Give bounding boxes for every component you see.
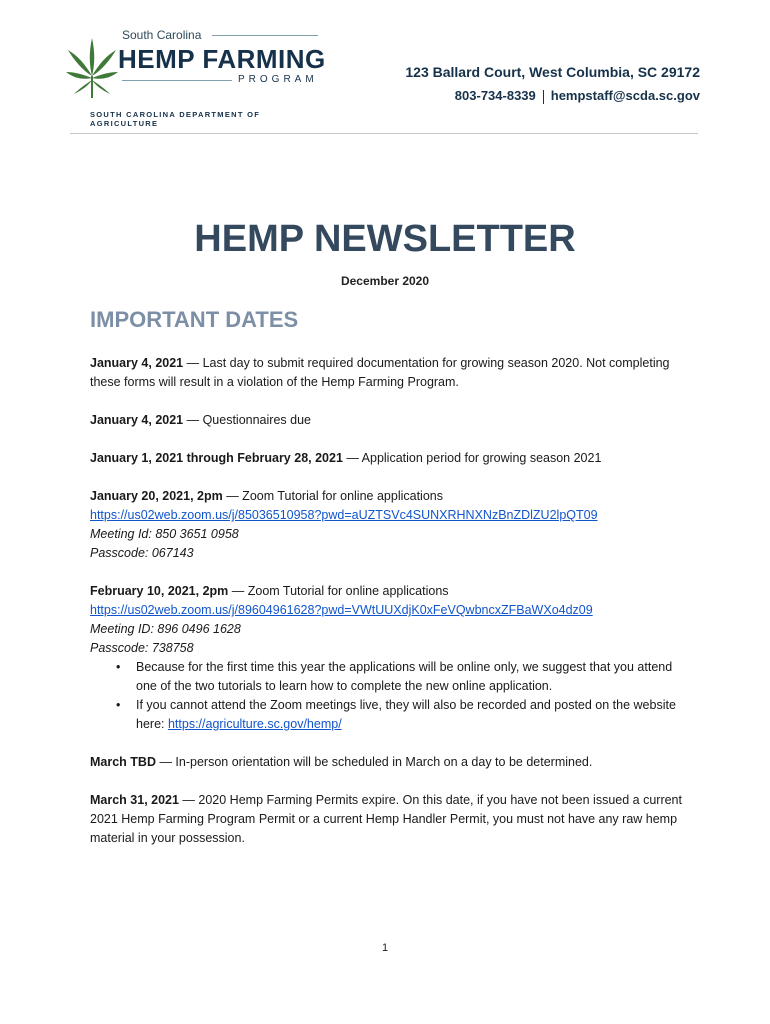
hemp-leaf-icon — [66, 32, 118, 98]
entry-text: — Zoom Tutorial for online applications — [228, 584, 449, 598]
bullet-glyph: • — [116, 698, 121, 712]
bullet-text: If you cannot attend the Zoom meetings live, they will also be recorded and posted on the website here: — [136, 698, 676, 731]
program-logo — [66, 26, 326, 128]
contact-address: 123 Ballard Court, West Columbia, SC 29172 — [405, 64, 700, 80]
header-rule — [70, 133, 698, 134]
date-entry-zoom — [90, 487, 690, 563]
brand-program-divider — [122, 80, 232, 81]
newsletter-title: HEMP NEWSLETTER — [194, 218, 576, 260]
bullet-glyph: • — [116, 660, 121, 674]
entry-text: — In-person orientation will be scheduled in March on a day to be determined. — [155, 755, 593, 769]
entry-text: — Last day to submit required documentation for growing season 2020. Not completing these forms will result in a violation of the Hemp Farming Program. — [90, 356, 670, 389]
zoom-link[interactable]: https://us02web.zoom.us/j/85036510958?pwd=aUZTSVc4SUNXRHNXNzBnZDlZU2lpQT09 — [90, 508, 598, 522]
entry-text: — Questionnaires due — [183, 413, 311, 427]
section-heading: IMPORTANT DATES — [90, 307, 299, 332]
bullet-item — [112, 658, 690, 696]
date-entry-zoom — [90, 582, 690, 734]
meeting-id: Meeting Id: 850 3651 0958 — [90, 527, 239, 541]
entry-date: February 10, 2021, 2pm — [90, 584, 229, 598]
entry-text: — Application period for growing season 2021 — [342, 451, 602, 465]
zoom-link[interactable]: https://us02web.zoom.us/j/89604961628?pwd=VWtUUXdjK0xFeVQwbncxZFBaWXo4dz09 — [90, 603, 593, 617]
meeting-passcode: Passcode: 738758 — [90, 641, 194, 655]
contact-separator — [543, 90, 544, 104]
entry-text: — 2020 Hemp Farming Permits expire. On this date, if you have not been issued a current 2021 Hemp Farming Program Permit or a current Hemp Handler Permit, you must not have any raw hemp material in your possession. — [90, 793, 682, 845]
entry-date: January 4, 2021 — [90, 413, 184, 427]
meeting-passcode: Passcode: 067143 — [90, 546, 194, 560]
date-entry — [90, 753, 690, 772]
entry-date: January 20, 2021, 2pm — [90, 489, 223, 503]
brand-department: SOUTH CAROLINA DEPARTMENT OF AGRICULTURE — [90, 110, 261, 128]
bullet-text: Because for the first time this year the applications will be online only, we suggest that you attend one of the two tutorials to learn how to complete the new online application. — [136, 660, 673, 693]
contact-block — [405, 64, 700, 104]
contact-line — [405, 88, 700, 104]
brand-state-label: South Carolina — [122, 28, 202, 42]
entry-date: January 1, 2021 through February 28, 2021 — [90, 451, 343, 465]
newsletter-date: December 2020 — [340, 274, 430, 288]
website-link[interactable]: https://agriculture.sc.gov/hemp/ — [167, 717, 342, 731]
brand-program-label: PROGRAM — [238, 74, 318, 85]
date-entry — [90, 791, 690, 848]
page-number: 1 — [381, 942, 389, 954]
newsletter-body — [90, 306, 690, 867]
date-entry — [90, 354, 690, 392]
entry-date: March TBD — [90, 755, 156, 769]
date-entry — [90, 411, 690, 430]
contact-phone: 803-734-8339 — [454, 88, 536, 103]
meeting-id: Meeting ID: 896 0496 1628 — [90, 622, 241, 636]
bullet-list — [112, 658, 690, 734]
entry-date: January 4, 2021 — [90, 356, 184, 370]
brand-divider — [212, 35, 318, 36]
entry-date: March 31, 2021 — [90, 793, 179, 807]
bullet-item — [112, 696, 690, 734]
entry-text: — Zoom Tutorial for online applications — [222, 489, 443, 503]
contact-email: hempstaff@scda.sc.gov — [550, 88, 700, 103]
letterhead — [60, 20, 700, 134]
date-entry — [90, 449, 690, 468]
brand-name: HEMP FARMING — [118, 44, 326, 74]
